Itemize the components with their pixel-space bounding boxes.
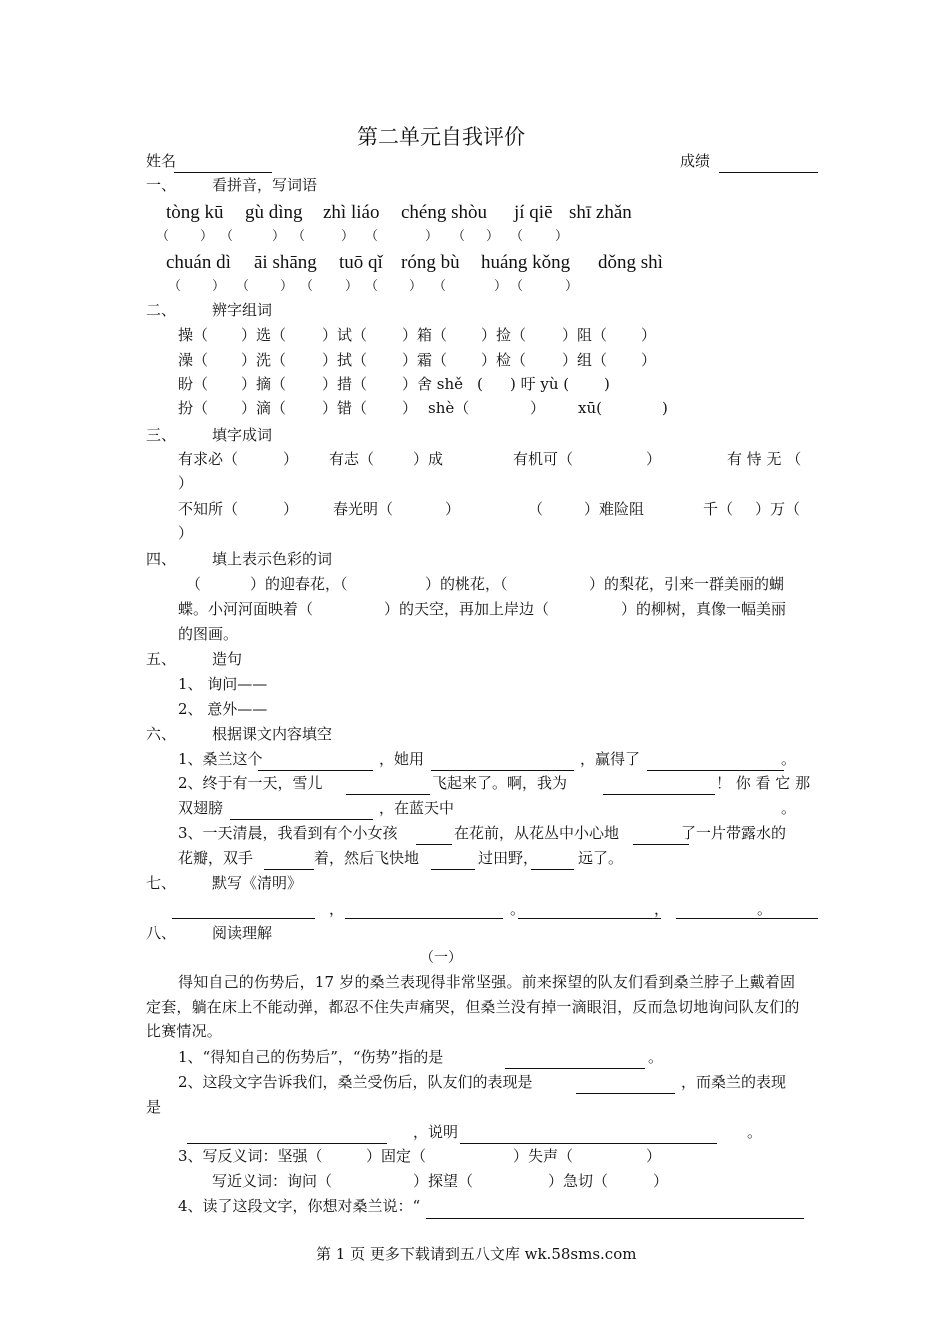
paren-close: ）: [212, 279, 226, 294]
paren-close: ）: [425, 229, 439, 244]
section-4-title: 填上表示色彩的词: [212, 550, 333, 568]
poem-line-blank[interactable]: [676, 918, 818, 919]
poem-line-blank[interactable]: [345, 918, 503, 919]
reading-passage: 得知自己的伤势后，17 岁的桑兰表现得非常坚强。前来探望的队友们看到桑兰脖子上戴着固定套，躺在床上不能动弹，都忍不住失声痛哭，但桑兰没有掉一滴眼泪，反而急切地询问队友们的比赛情况。: [146, 973, 800, 1040]
question-text: 2、这段文字告诉我们，桑兰受伤后，队友们的表现是: [178, 1073, 533, 1091]
question-text: 是: [146, 1098, 162, 1116]
fill-text: ！ 你 看 它 那: [716, 774, 811, 792]
fill-text: 。: [781, 750, 797, 768]
score-field[interactable]: [719, 172, 818, 173]
idiom-part: ）: [178, 474, 194, 492]
pinyin-item: dǒng shì: [598, 252, 663, 273]
fill-text: 远了。: [578, 849, 624, 867]
section-8-title: 阅读理解: [212, 924, 273, 942]
fill-text: 2、终于有一天，雪儿: [178, 774, 323, 792]
paren-close: ）: [341, 229, 355, 244]
score-label: 成绩: [680, 152, 711, 170]
color-part: ）的天空，再加上岸边（: [384, 600, 550, 618]
idiom-part: ）: [283, 450, 299, 468]
idiom-part: 有 恃 无 （: [727, 450, 802, 468]
idiom-part: ）: [178, 524, 194, 542]
question-text: 。: [648, 1048, 664, 1066]
section-1-number: 一、: [146, 176, 177, 194]
idiom-part: 有机可（: [513, 450, 574, 468]
answer-blank[interactable]: [187, 1143, 387, 1144]
answer-blank[interactable]: [505, 1068, 645, 1069]
section-6-title: 根据课文内容填空: [212, 725, 333, 743]
char-group: ）霜（: [402, 351, 448, 369]
paren-close: ）: [486, 229, 500, 244]
answer-blank[interactable]: [576, 1093, 675, 1094]
question-text: ）: [653, 1172, 669, 1190]
pinyin-item: huáng kǒng: [481, 252, 571, 273]
blank-line[interactable]: [264, 869, 314, 870]
idiom-part: 有志（: [329, 450, 375, 468]
char-group: ): [662, 399, 668, 417]
poem-punct: 。: [757, 900, 773, 918]
paren-close: ）: [280, 279, 294, 294]
section-3-number: 三、: [146, 426, 177, 444]
passage-number: （一）: [420, 950, 462, 966]
char-group: 扮（: [178, 399, 209, 417]
char-group: ）: [641, 326, 657, 344]
color-part: 的图画。: [178, 625, 239, 643]
blank-line[interactable]: [431, 770, 574, 771]
idiom-part: ）: [283, 500, 299, 518]
paren-open: （: [510, 279, 524, 294]
question-text: 写近义词：询问（: [212, 1172, 333, 1190]
section-1-title: 看拼音，写词语: [212, 176, 318, 194]
name-field[interactable]: [174, 172, 272, 173]
paren-close: ）: [565, 279, 579, 294]
poem-punct: ，: [329, 900, 345, 918]
poem-punct: 。: [510, 900, 526, 918]
section-6-number: 六、: [146, 725, 177, 743]
char-group: ）选（: [241, 326, 287, 344]
paren-open: （: [452, 229, 466, 244]
section-5-number: 五、: [146, 650, 177, 668]
idiom-part: 千（: [703, 500, 734, 518]
section-7-number: 七、: [146, 874, 177, 892]
paren-close: ）: [494, 279, 508, 294]
answer-blank[interactable]: [426, 1218, 804, 1219]
paren-open: （: [300, 279, 314, 294]
question-text: ）探望（: [413, 1172, 474, 1190]
section-3-title: 填字成词: [212, 426, 273, 444]
fill-text: ，赢得了: [580, 750, 641, 768]
poem-punct: ，: [654, 900, 670, 918]
question-text: ）失声（: [513, 1147, 574, 1165]
question-text: 1、“得知自己的伤势后”，“伤势”指的是: [178, 1048, 444, 1066]
char-group: 盼（: [178, 375, 209, 393]
color-part: ）的柳树，真像一幅美丽: [621, 600, 787, 618]
paren-close: ）: [409, 279, 423, 294]
char-group: ）: [402, 399, 418, 417]
pinyin-item: chéng shòu: [401, 202, 488, 223]
sentence-item: 2、 意外——: [178, 700, 268, 718]
char-group: ）: [641, 351, 657, 369]
paren-open: （: [156, 229, 170, 244]
char-group: ）箱（: [402, 326, 448, 344]
question-text: 。: [747, 1123, 763, 1141]
fill-text: 双翅膀: [178, 799, 224, 817]
question-text: ，说明: [413, 1123, 459, 1141]
char-group: ）摘（: [241, 375, 287, 393]
section-2-number: 二、: [146, 301, 177, 319]
fill-text: 过田野，: [478, 849, 539, 867]
pinyin-item: róng bù: [401, 252, 460, 273]
char-group: ）洗（: [241, 351, 287, 369]
color-part: ）的迎春花，（: [250, 575, 348, 593]
pinyin-item: jí qiē: [514, 202, 553, 223]
char-group: ）: [530, 399, 546, 417]
idiom-part: 有求必（: [178, 450, 239, 468]
idiom-part: ）难险阻: [584, 500, 645, 518]
paren-close: ）: [555, 229, 569, 244]
blank-line[interactable]: [416, 844, 452, 845]
fill-text: 着，然后飞快地: [314, 849, 420, 867]
idiom-part: 不知所（: [178, 500, 239, 518]
pinyin-item: āi shāng: [254, 252, 317, 273]
paren-open: （: [365, 279, 379, 294]
char-group: (: [477, 375, 483, 393]
section-8-number: 八、: [146, 924, 177, 942]
idiom-part: ）万（: [755, 500, 801, 518]
blank-line[interactable]: [603, 794, 715, 795]
question-text: ）固定（: [366, 1147, 427, 1165]
idiom-part: 春光明（: [333, 500, 394, 518]
char-group: ）拭（: [322, 351, 368, 369]
fill-text: ，她用: [379, 750, 425, 768]
color-part: ）的梨花，引来一群美丽的蝴: [589, 575, 785, 593]
section-5-title: 造句: [212, 650, 243, 668]
paren-open: （: [236, 279, 250, 294]
fill-text: 花瓣，双手: [178, 849, 254, 867]
fill-text: 。: [781, 799, 797, 817]
char-group: ）措（: [322, 375, 368, 393]
poem-line-blank[interactable]: [518, 918, 661, 919]
question-text: ）: [646, 1147, 662, 1165]
char-group: ）试（: [322, 326, 368, 344]
pinyin-item: chuán dì: [166, 252, 231, 273]
paren-open: （: [220, 229, 234, 244]
char-group: ) 吁 yù (: [510, 375, 570, 393]
idiom-part: ）: [445, 500, 461, 518]
char-group: ）错（: [322, 399, 368, 417]
paren-close: ）: [272, 229, 286, 244]
pinyin-item: tuō qǐ: [339, 252, 383, 273]
paren-close: ）: [345, 279, 359, 294]
section-2-title: 辨字组词: [212, 301, 273, 319]
char-group: ）阻（: [562, 326, 608, 344]
fill-text: 飞起来了。啊，我为: [432, 774, 568, 792]
blank-line[interactable]: [633, 844, 689, 845]
blank-line[interactable]: [431, 869, 475, 870]
paren-open: （: [433, 279, 447, 294]
idiom-part: ）成: [413, 450, 444, 468]
blank-line[interactable]: [647, 770, 784, 771]
question-text: 4、读了这段文字，你想对桑兰说：“: [178, 1197, 421, 1215]
blank-line[interactable]: [230, 819, 373, 820]
idiom-part: ）: [646, 450, 662, 468]
fill-text: 在花前，从花丛中小心地: [454, 824, 620, 842]
char-group: shè（: [428, 399, 470, 417]
paren-close: ）: [200, 229, 214, 244]
fill-text: 了一片带露水的: [681, 824, 787, 842]
char-group: ）滴（: [241, 399, 287, 417]
pinyin-item: gù dìng: [245, 202, 303, 223]
fill-text: ，在蓝天中: [379, 799, 455, 817]
page-title: 第二单元自我评价: [357, 125, 525, 149]
char-group: 操（: [178, 326, 209, 344]
paren-open: （: [365, 229, 379, 244]
idiom-part: （: [528, 500, 544, 518]
section-4-number: 四、: [146, 550, 177, 568]
question-text: 3、写反义词：坚强（: [178, 1147, 323, 1165]
pinyin-item: zhì liáo: [323, 202, 380, 223]
question-text: ，而桑兰的表现: [681, 1073, 787, 1091]
char-group: ）组（: [562, 351, 608, 369]
page-footer: 第 1 页 更多下载请到五八文库 wk.58sms.com: [316, 1245, 637, 1263]
fill-text: 1、桑兰这个: [178, 750, 263, 768]
char-group: xū(: [578, 399, 602, 417]
section-7-title: 默写《清明》: [212, 874, 303, 892]
char-group: 澡（: [178, 351, 209, 369]
paren-open: （: [292, 229, 306, 244]
blank-line[interactable]: [531, 869, 574, 870]
answer-blank[interactable]: [460, 1143, 717, 1144]
name-label: 姓名: [146, 152, 177, 170]
color-part: （: [186, 575, 202, 593]
char-group: ）舍 shě: [402, 375, 464, 393]
color-part: ）的桃花，（: [425, 575, 508, 593]
char-group: ）检（: [481, 351, 527, 369]
color-part: 蝶。小河河面映着（: [178, 600, 314, 618]
pinyin-item: shī zhǎn: [569, 202, 632, 223]
paren-open: （: [168, 279, 182, 294]
blank-line[interactable]: [346, 794, 430, 795]
char-group: ）捡（: [481, 326, 527, 344]
fill-text: 3、一天清晨，我看到有个小女孩: [178, 824, 398, 842]
blank-line[interactable]: [258, 770, 373, 771]
paren-open: （: [510, 229, 524, 244]
question-text: ）急切（: [548, 1172, 609, 1190]
char-group: ): [604, 375, 610, 393]
poem-line-blank[interactable]: [172, 918, 315, 919]
sentence-item: 1、 询问——: [178, 675, 268, 693]
pinyin-item: tòng kū: [166, 202, 224, 223]
